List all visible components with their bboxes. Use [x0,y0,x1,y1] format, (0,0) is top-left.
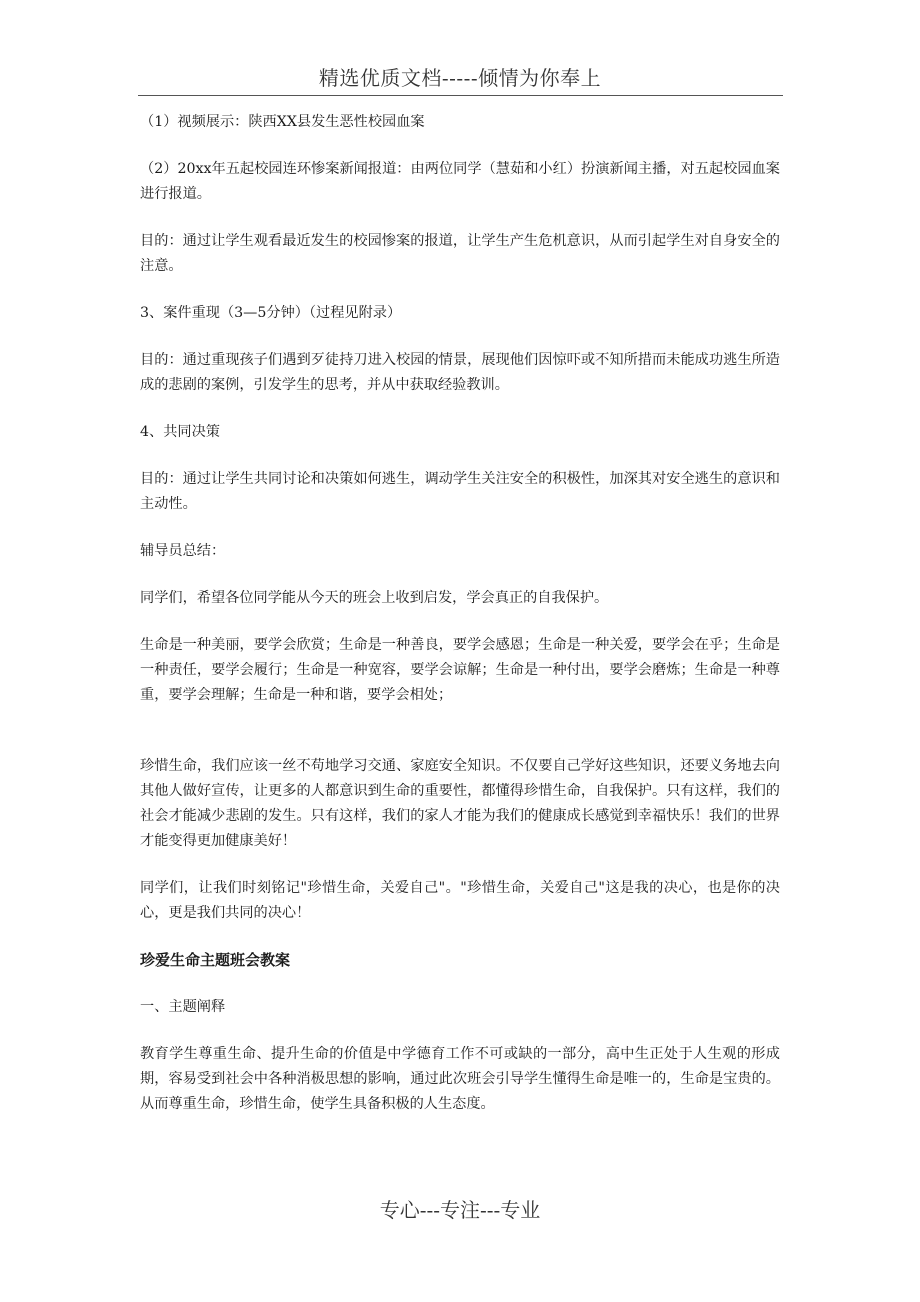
paragraph-summary-intro: 同学们，希望各位同学能从今天的班会上收到启发，学会真正的自我保护。 [140,590,609,606]
section-case-reenactment: 3、案件重现（3—5分钟）（过程见附录） [140,305,402,321]
paragraph-purpose-2: 目的：通过重现孩子们遇到歹徒持刀进入校园的情景，展现他们因惊吓或不知所措而未能成功逃生所造成的悲剧的案例，引发学生的思考，并从中获取经验教训。 [140,352,780,393]
section-heading-lesson-plan: 珍爱生命主题班会教案 [140,951,291,969]
paragraph-theme-body: 教育学生尊重生命、提升生命的价值是中学德育工作不可或缺的一部分，高中生正处于人生观的形成期，容易受到社会中各种消极思想的影响，通过此次班会引导学生懂得生命是唯一的，生命是宝贵的。从而尊重生命，珍惜生命，使学生具备积极的人生态度。 [140,1046,780,1112]
header-divider [138,95,783,96]
document-body [140,110,780,1117]
paragraph-video-display: （1）视频展示：陕西XX县发生恶性校园血案 [140,114,425,130]
paragraph-purpose-1: 目的：通过让学生观看最近发生的校园惨案的报道，让学生产生危机意识，从而引起学生对自身安全的注意。 [140,233,780,274]
section-joint-decision: 4、共同决策 [140,424,220,440]
paragraph-purpose-3: 目的：通过让学生共同讨论和决策如何逃生，调动学生关注安全的积极性，加深其对安全逃生的意识和主动性。 [140,471,780,512]
section-counselor-summary: 辅导员总结： [140,543,226,559]
page-header: 精选优质文档-----倾情为你奉上 [318,66,602,90]
paragraph-closing-motto: 同学们，让我们时刻铭记"珍惜生命，关爱自己"。"珍惜生命，关爱自己"这是我的决心，也是你的决心，更是我们共同的决心！ [140,880,780,921]
section-theme-explanation: 一、主题阐释 [140,999,226,1015]
paragraph-life-is: 生命是一种美丽，要学会欣赏；生命是一种善良，要学会感恩；生命是一种关爱，要学会在乎；生命是一种责任，要学会履行；生命是一种宽容，要学会谅解；生命是一种付出，要学会磨炼；生命是一种尊重，要学会理解；生命是一种和谐，要学会相处； [140,637,780,703]
paragraph-cherish-life: 珍惜生命，我们应该一丝不苟地学习交通、家庭安全知识。不仅要自己学好这些知识，还要义务地去向其他人做好宣传，让更多的人都意识到生命的重要性，都懂得珍惜生命，自我保护。只有这样，我们的社会才能减少悲剧的发生。只有这样，我们的家人才能为我们的健康成长感觉到幸福快乐！我们的世界才能变得更加健康美好！ [140,758,780,849]
paragraph-news-report: （2）20xx年五起校园连环惨案新闻报道：由两位同学（慧茹和小红）扮演新闻主播，对五起校园血案进行报道。 [140,161,780,202]
page-footer: 专心---专注---专业 [379,1198,541,1222]
